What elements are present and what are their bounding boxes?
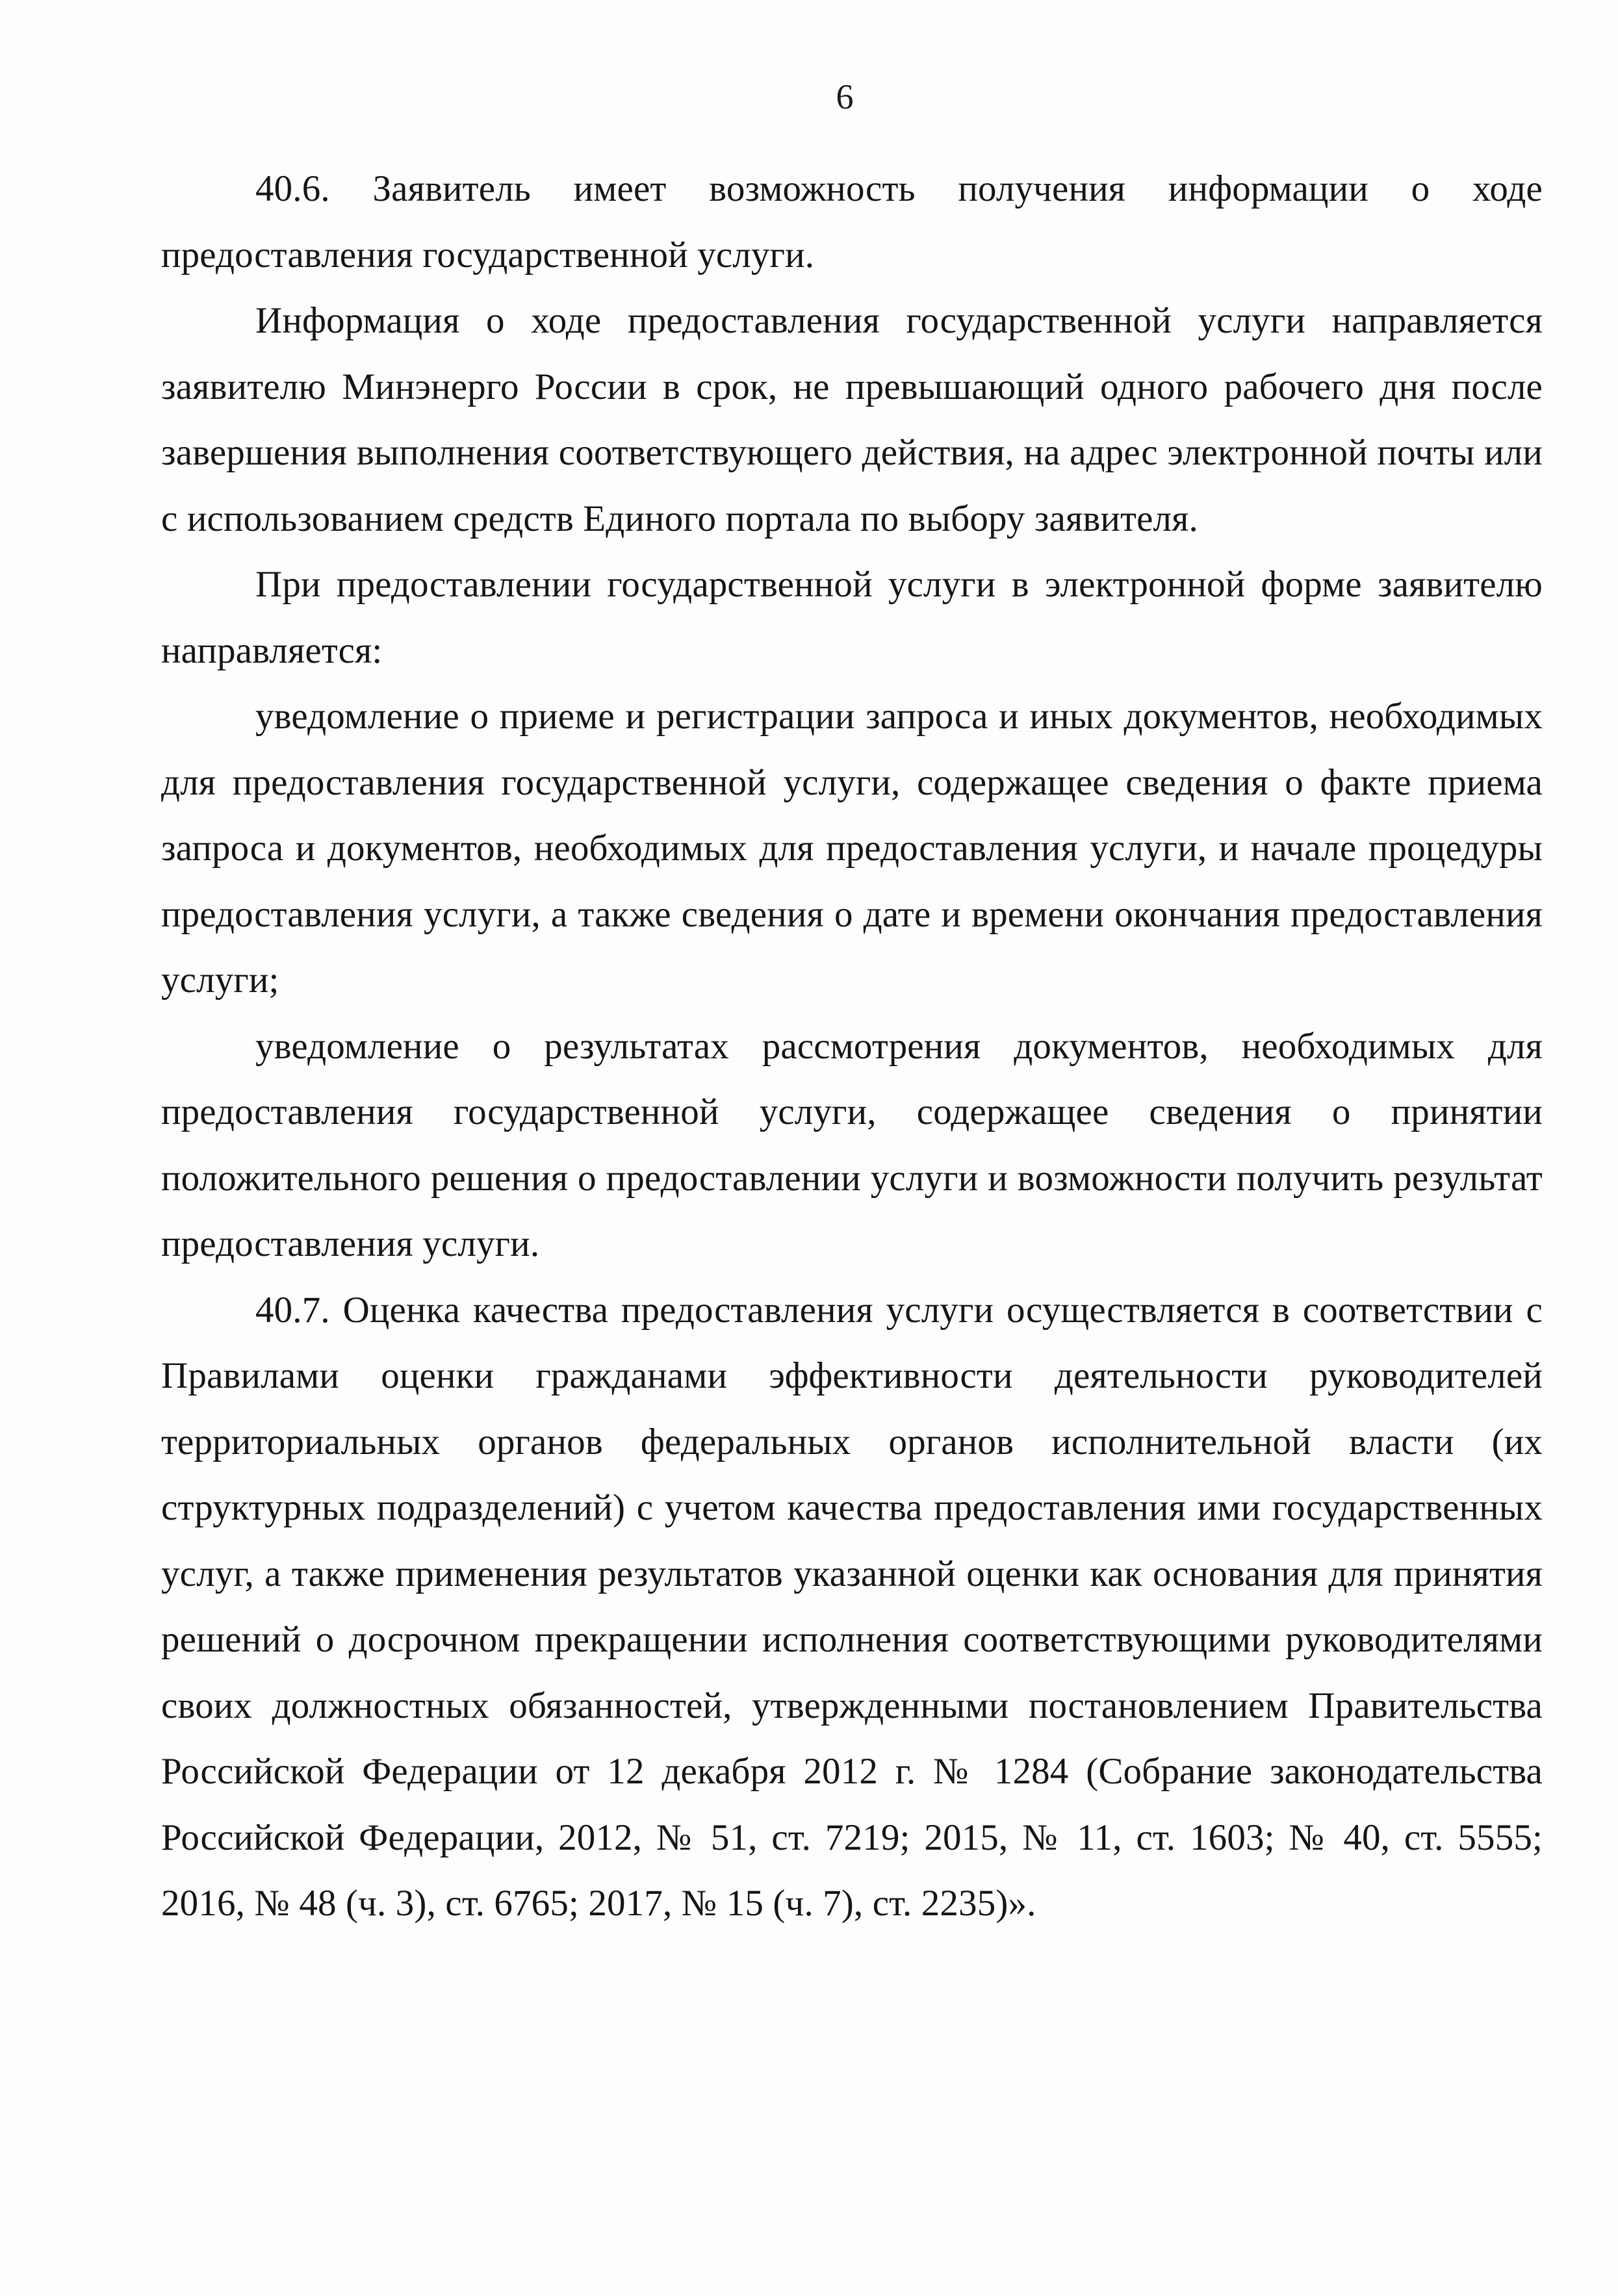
paragraph-electronic-form: При предоставлении государственной услуги в электронной форме заявителю направляется: [161, 564, 1543, 671]
paragraph-notification-receipt: уведомление о приеме и регистрации запроса и иных документов, необходимых для предоставления государственной услуги, содержащее сведения о факте приема запроса и документов, необходимых для предоставления услуги, и начале процедуры предоставления услуги, а также сведения о дате и времени окончания предоставления услуги; [161, 696, 1543, 1001]
paragraph-notification-results: уведомление о результатах рассмотрения документов, необходимых для предоставления государственной услуги, содержащее сведения о принятии положительного решения о предоставлении услуги и возможности получить результат предоставления услуги. [161, 1025, 1543, 1264]
paragraph-40-7: 40.7. Оценка качества предоставления услуги осуществляется в соответствии с Правилами оценки гражданами эффективности деятельности руководителей территориальных органов федеральных органов исполнительной власти (их структурных подразделений) с учетом качества предоставления ими государственных услуг, а также применения результатов указанной оценки как основания для принятия решений о досрочном прекращении исполнения соответствующими руководителями своих должностных обязанностей, утвержденными постановлением Правительства Российской Федерации от 12 декабря 2012 г. № 1284 (Собрание законодательства Российской Федерации, 2012, № 51, ст. 7219; 2015, № 11, ст. 1603; № 40, ст. 5555; 2016, № 48 (ч. 3), ст. 6765; 2017, № 15 (ч. 7), ст. 2235)». [161, 1289, 1543, 1924]
paragraph-info-progress: Информация о ходе предоставления государственной услуги направляется заявителю Минэнерго России в срок, не превышающий одного рабочего дня после завершения выполнения соответствующего действия, на адрес электронной почты или с использованием средств Единого портала по выбору заявителя. [161, 300, 1543, 539]
document-body [161, 156, 1543, 1937]
paragraph-40-6: 40.6. Заявитель имеет возможность получения информации о ходе предоставления государственной услуги. [161, 168, 1543, 275]
page-number: 6 [836, 77, 854, 116]
